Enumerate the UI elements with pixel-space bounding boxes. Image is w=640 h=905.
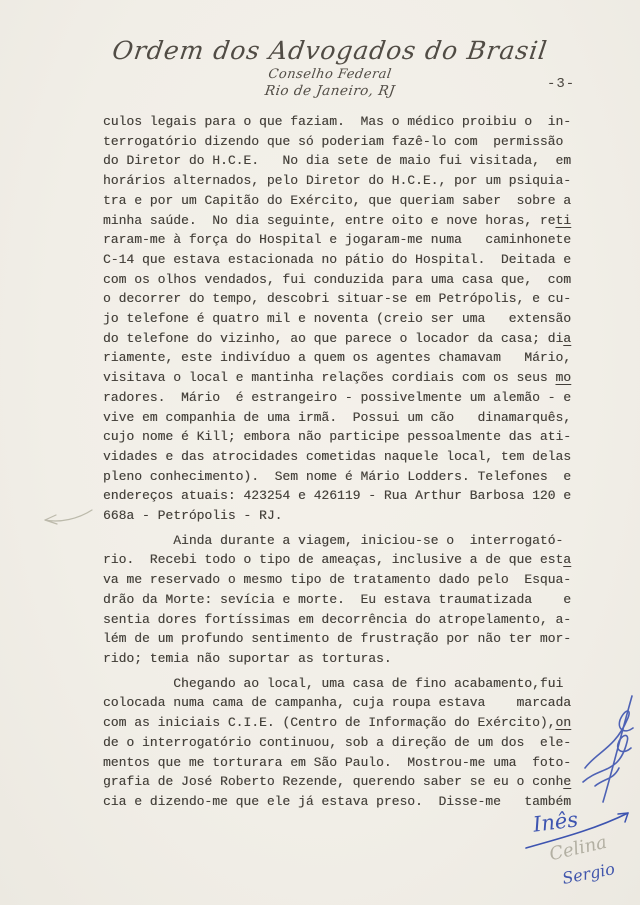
text-line: drão da Morte: sevícia e morte. Eu estava traumatizada e	[103, 591, 572, 607]
text-line: endereços atuais: 423254 e 426119 - Rua Arthur Barbosa 120 e	[103, 488, 572, 504]
text-line: do telefone do vizinho, ao que parece o locador da casa; dia	[103, 330, 572, 346]
text-line: raram-me à força do Hospital e jogaram-me numa caminhonete	[103, 232, 572, 248]
text-line: com os olhos vendados, fui conduzida para uma casa que, com	[103, 271, 572, 287]
text-line: sentia dores fortíssimas em decorrência do atropelamento, a-	[103, 611, 572, 627]
text-line: do Diretor do H.C.E. No dia sete de maio fui visitada, em	[103, 153, 572, 169]
text-line: mentos que me torturara em São Paulo. Mostrou-me uma foto-	[103, 754, 572, 770]
text-line: horários alternados, pelo Diretor do H.C.E., por um psiquia-	[103, 173, 572, 189]
page-number: -3-	[547, 76, 576, 92]
text-line: colocada numa cama de campanha, cuja roupa estava marcada	[103, 695, 572, 711]
margin-pencil-mark	[38, 502, 98, 542]
handwritten-name-ines: Inês	[531, 807, 580, 837]
letterhead-city: Rio de Janeiro, RJ	[263, 83, 397, 99]
arrow-stroke	[522, 806, 640, 852]
text-line: 668a - Petrópolis - RJ.	[103, 508, 283, 524]
text-line: rido; temia não suportar as torturas.	[103, 650, 392, 666]
text-line: radores. Mário é estrangeiro - possivelmente um alemão - e	[103, 389, 572, 405]
letterhead-organization: Ordem dos Advogados do Brasil	[110, 36, 550, 65]
text-line: cujo nome é Kill; embora não participe pessoalmente das ati-	[103, 429, 572, 445]
signature-scribble	[575, 690, 640, 805]
text-line: pleno conhecimento). Sem nome é Mário Lodders. Telefones e	[103, 468, 572, 484]
text-line: minha saúde. No dia seguinte, entre oito e nove horas, reti	[103, 212, 572, 228]
text-line: C-14 que estava estacionada no pátio do Hospital. Deitada e	[103, 251, 572, 267]
text-line: Chegando ao local, uma casa de fino acabamento,fui	[103, 675, 564, 691]
text-line: va me reservado o mesmo tipo de tratamento dado pelo Esqua-	[103, 572, 572, 588]
text-line: de o interrogatório continuou, sob a direção de um dos ele-	[103, 734, 572, 750]
text-line: rio. Recebi todo o tipo de ameaças, inclusive a de que esta	[103, 552, 572, 568]
text-line: Ainda durante a viagem, iniciou-se o interrogató-	[103, 532, 564, 548]
text-line: cia e dizendo-me que ele já estava preso. Disse-me também	[103, 793, 572, 809]
text-line: terrogatório dizendo que só poderiam fazê-lo com permissão	[103, 133, 564, 149]
text-line: riamente, este indivíduo a quem os agentes chamavam Mário,	[103, 350, 572, 366]
text-line: vidades e das atrocidades cometidas naquele local, tem delas	[103, 448, 572, 464]
text-line: lém de um profundo sentimento de frustração por não ter mor-	[103, 631, 572, 647]
document-lines	[103, 112, 603, 812]
text-line: jo telefone é quatro mil e noventa (creio ser uma extensão	[103, 311, 572, 327]
text-line: grafia de José Roberto Rezende, querendo saber se eu o conhe	[103, 774, 572, 790]
text-line: vive em companhia de uma irmã. Possui um cão dinamarquês,	[103, 409, 572, 425]
text-line: culos legais para o que faziam. Mas o médico proibiu o in-	[103, 114, 572, 129]
text-line: visitava o local e mantinha relações cordiais com os seus mo	[103, 370, 572, 386]
handwritten-name-celina: Celina	[547, 831, 609, 866]
letterhead-council: Conselho Federal	[267, 67, 393, 82]
text-line: o decorrer do tempo, descobri situar-se em Petrópolis, e cu-	[103, 291, 572, 307]
handwritten-name-sergio: Sergio	[560, 859, 617, 888]
text-line: com as iniciais C.I.E. (Centro de Informação do Exército),on	[103, 715, 572, 731]
text-line: tra e por um Capitão do Exército, que queriam saber sobre a	[103, 192, 572, 208]
